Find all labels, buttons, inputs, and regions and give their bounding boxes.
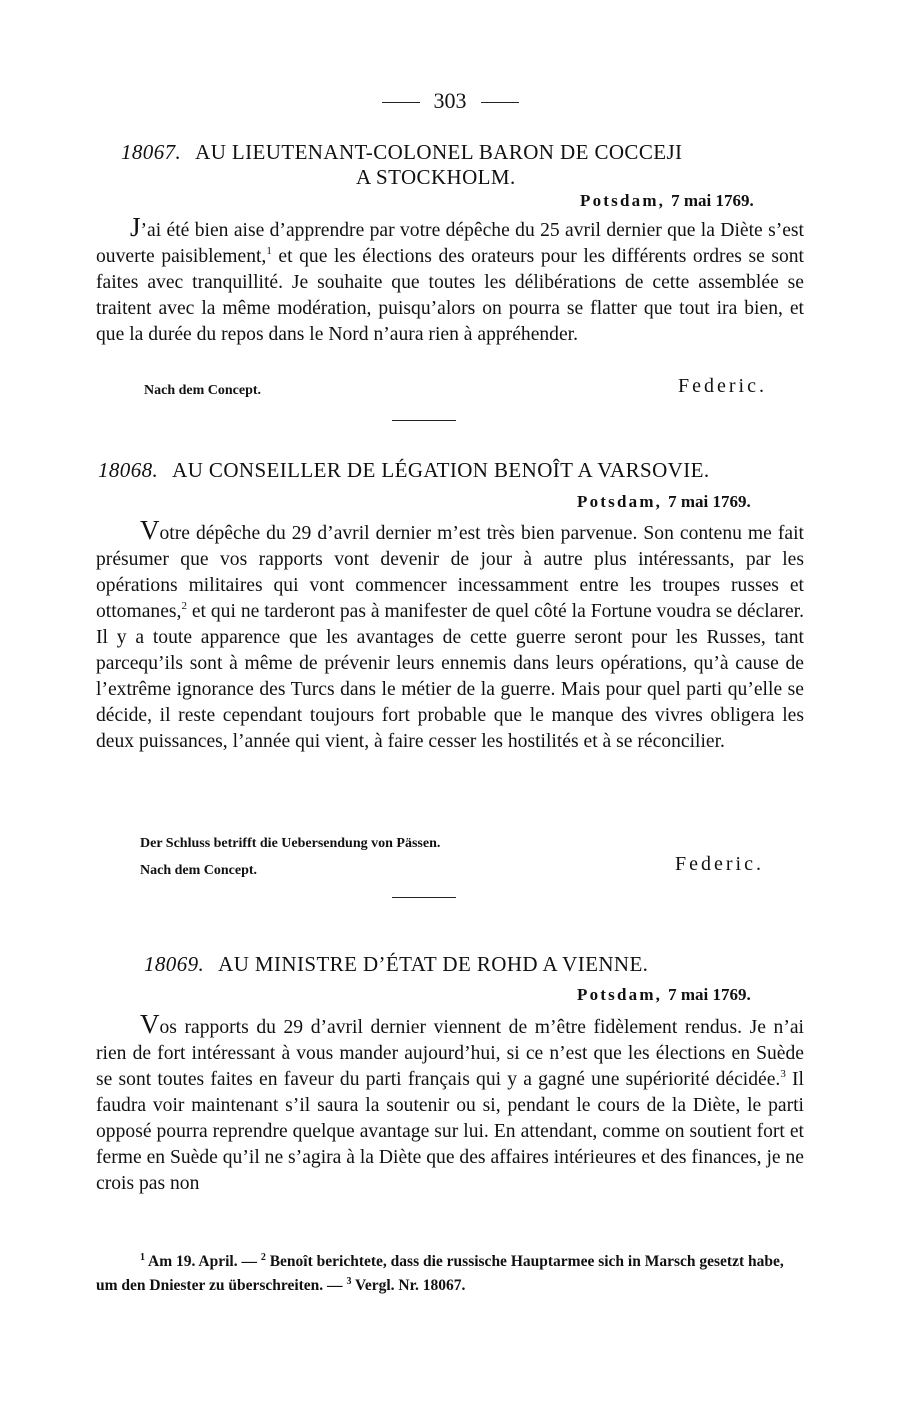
- letter-body-text-b: Il faudra voir maintenant s’il saura la soutenir ou si, pendant le cours de la Diète, le parti opposé pourra reprendre quelque avantage sur lui. En attendant, comme on soutient fort et ferme en Suède qu’il ne s’agira à la Diète que des affaires intérieures et des finances, je ne crois pas non: [96, 1069, 804, 1194]
- footnote-text: Am 19. April. —: [148, 1253, 257, 1270]
- page-number-dash-right: [481, 102, 519, 103]
- dateline-date: 7 mai 1769.: [671, 191, 754, 210]
- letter-heading: [144, 952, 648, 977]
- footnotes: [96, 1250, 806, 1298]
- letter-body-text-a: otre dépêche du 29 d’avril dernier m’est très bien parvenue. Son contenu me fait présumer que vos rapports vont devenir de jour à autre plus intéressants, par les opérations militaires qui vont commencer incessamment entre les troupes russes et ottomanes,: [96, 523, 804, 622]
- dateline-place: Potsdam,: [577, 985, 663, 1004]
- letter-number: 18067.: [121, 140, 182, 164]
- signature: Federic.: [678, 375, 767, 397]
- page-number-dash-left: [382, 102, 420, 103]
- dateline-date: 7 mai 1769.: [668, 492, 751, 511]
- dateline-place: Potsdam,: [577, 492, 663, 511]
- source-note: Nach dem Concept.: [144, 383, 262, 398]
- footnote-text: Vergl. Nr. 18067.: [355, 1277, 466, 1294]
- signature: Federic.: [675, 853, 764, 875]
- drop-letter: J: [130, 212, 141, 242]
- letter-body: [96, 214, 804, 348]
- letter-title-line2: A STOCKHOLM.: [356, 165, 516, 189]
- footnote-text: Benoît berichtete, dass die russische Hauptarmee sich in Marsch gesetzt habe, um den Dniester zu überschreiten. —: [96, 1253, 784, 1294]
- letter-number: 18069.: [144, 952, 205, 976]
- drop-letter: V: [140, 515, 160, 545]
- letter-body-text-a: ’ai été bien aise d’apprendre par votre dépêche du 25 avril dernier que la Diète s’est ouverte paisiblement,: [96, 220, 804, 267]
- dateline-date: 7 mai 1769.: [668, 985, 751, 1004]
- page-number-value: 303: [433, 88, 467, 113]
- letter-heading: [121, 140, 682, 165]
- footnote-mark: 2: [260, 1252, 266, 1263]
- source-note: Nach dem Concept.: [140, 863, 258, 878]
- letter-title: AU MINISTRE D’ÉTAT DE ROHD A VIENNE.: [218, 952, 649, 976]
- letter-number: 18068.: [98, 458, 159, 482]
- letter-body: [96, 517, 804, 755]
- letter-body-text-b: et qui ne tarderont pas à manifester de quel côté la Fortune voudra se déclarer. Il y a toute apparence que les avantages de cette guerre seront pour les Russes, tant parcequ’ils sont à même de prévenir leurs ennemis dans leurs opérations, qu’à cause de l’extrême ignorance des Turcs dans le métier de la guerre. Mais pour quel parti qu’elle se décide, il reste cependant toujours fort probable que le manque des vivres obligera les deux puissances, l’année qui vient, à faire cesser les hostilités et à se réconcilier.: [96, 601, 804, 752]
- letter-title: AU LIEUTENANT-COLONEL BARON DE COCCEJI: [195, 140, 683, 164]
- editor-note: Der Schluss betrifft die Uebersendung von Pässen.: [140, 836, 441, 851]
- footnote-mark: 3: [346, 1276, 352, 1287]
- dateline-place: Potsdam,: [580, 191, 666, 210]
- letter-heading: [98, 458, 710, 483]
- footnote-reference: 1: [266, 245, 272, 257]
- letter-dateline: [580, 191, 754, 211]
- letter-body-text-a: os rapports du 29 d’avril dernier viennent de m’être fidèlement rendus. Je n’ai rien de fort intéressant à vous mander aujourd’hui, si ce n’est que les élections en Suède se sont toutes faites en faveur du parti français qui y a gagné une supériorité décidée.: [96, 1017, 804, 1090]
- page-number: [0, 88, 900, 114]
- drop-letter: V: [140, 1009, 160, 1039]
- footnote-reference: 2: [181, 600, 187, 612]
- letter-body-text-b: et que les élections des orateurs pour les différents ordres se sont faites avec tranquillité. Je souhaite que toutes les délibérations de cette assemblée se traitent avec la même modération, puisqu’alors on pourra se flatter que tout ira bien, et que la durée du repos dans le Nord n’aura rien à appréhender.: [96, 246, 804, 345]
- letter-dateline: [577, 985, 751, 1005]
- footnote-mark: 1: [140, 1252, 145, 1263]
- footnote-reference: 3: [780, 1068, 786, 1080]
- letter-dateline: [577, 492, 751, 512]
- section-divider: [392, 897, 456, 898]
- letter-title: AU CONSEILLER DE LÉGATION BENOÎT A VARSOVIE.: [172, 458, 710, 482]
- section-divider: [392, 420, 456, 421]
- letter-body: [96, 1011, 804, 1197]
